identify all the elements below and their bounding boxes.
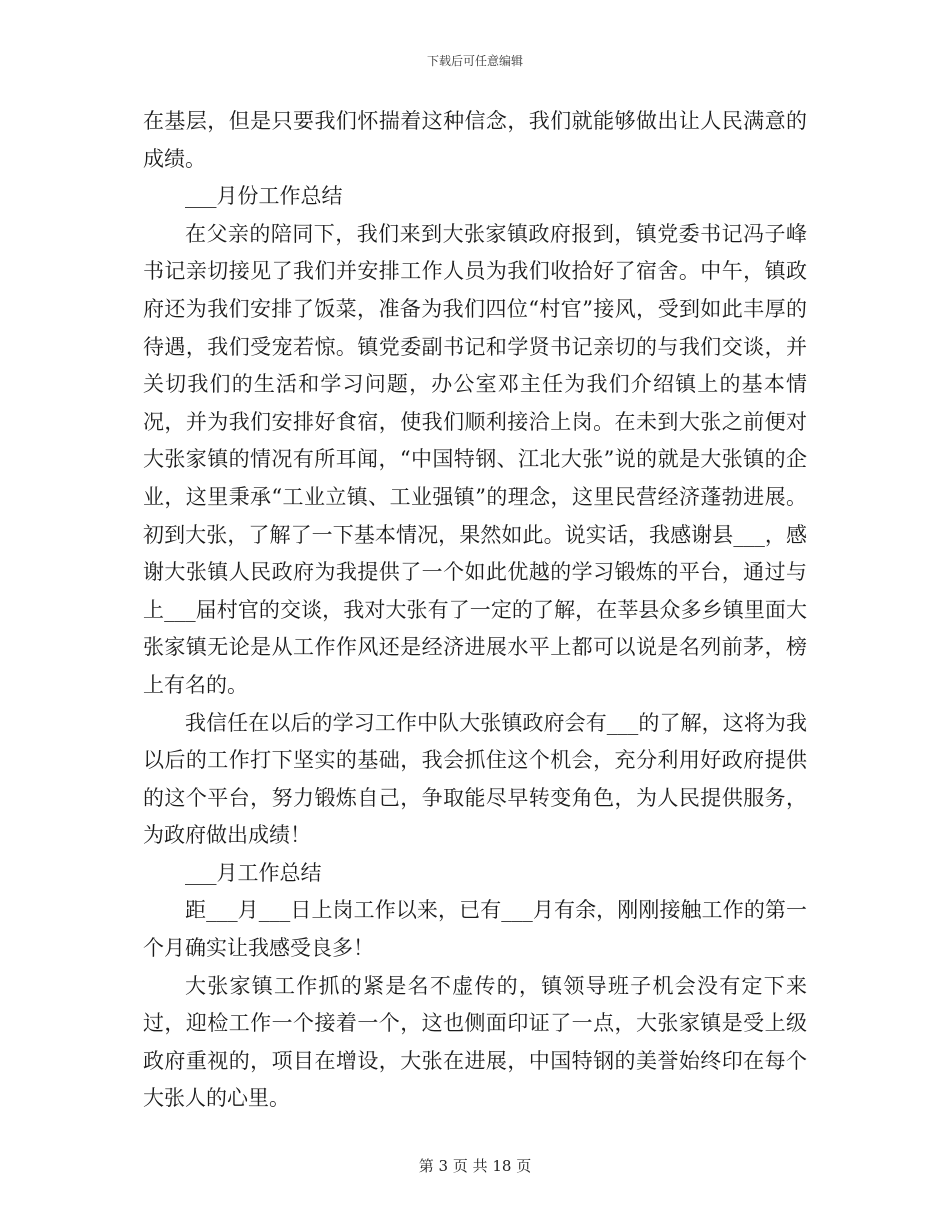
paragraph: 距___月___日上岗工作以来，已有___月有余，刚刚接触工作的第一个月确实让我感受良多！ [143, 898, 807, 961]
section-heading: ___月份工作总结 [185, 184, 343, 209]
page-header-note: 下载后可任意编辑 [426, 54, 523, 68]
document-body [143, 103, 807, 1118]
paragraph: 我信任在以后的学习工作中队大张镇政府会有___的了解，这将为我以后的工作打下坚实的基础，我会抓住这个机会，充分利用好政府提供的这个平台，努力锻炼自己，争取能尽早转变角色，为人民提供服务，为政府做出成绩！ [143, 710, 807, 848]
paragraph: 在父亲的陪同下，我们来到大张家镇政府报到，镇党委书记冯子峰书记亲切接见了我们并安排工作人员为我们收拾好了宿舍。中午，镇政府还为我们安排了饭菜，准备为我们四位“村官”接风，受到如此丰厚的待遇，我们受宠若惊。镇党委副书记和学贤书记亲切的与我们交谈，并关切我们的生活和学习问题，办公室邓主任为我们介绍镇上的基本情况，并为我们安排好食宿，使我们顺利接洽上岗。在未到大张之前便对大张家镇的情况有所耳闻，“中国特钢、江北大张”说的就是大张镇的企业，这里秉承“工业立镇、工业强镇”的理念，这里民营经济蓬勃进展。初到大张，了解了一下基本情况，果然如此。说实话，我感谢县___，感谢大张镇人民政府为我提供了一个如此优越的学习锻炼的平台，通过与上___届村官的交谈，我对大张有了一定的了解，在莘县众多乡镇里面大张家镇无论是从工作作风还是经济进展水平上都可以说是名列前茅，榜上有名的。 [143, 221, 807, 697]
paragraph: 在基层，但是只要我们怀揣着这种信念，我们就能够做出让人民满意的成绩。 [143, 109, 807, 171]
paragraph: 大张家镇工作抓的紧是名不虚传的，镇领导班子机会没有定下来过，迎检工作一个接着一个，这也侧面印证了一点，大张家镇是受上级政府重视的，项目在增设，大张在进展，中国特钢的美誉始终印在每个大张人的心里。 [143, 973, 807, 1111]
page-number-footer: 第 3 页 共 18 页 [418, 1157, 532, 1175]
section-heading: ___月工作总结 [185, 860, 322, 885]
